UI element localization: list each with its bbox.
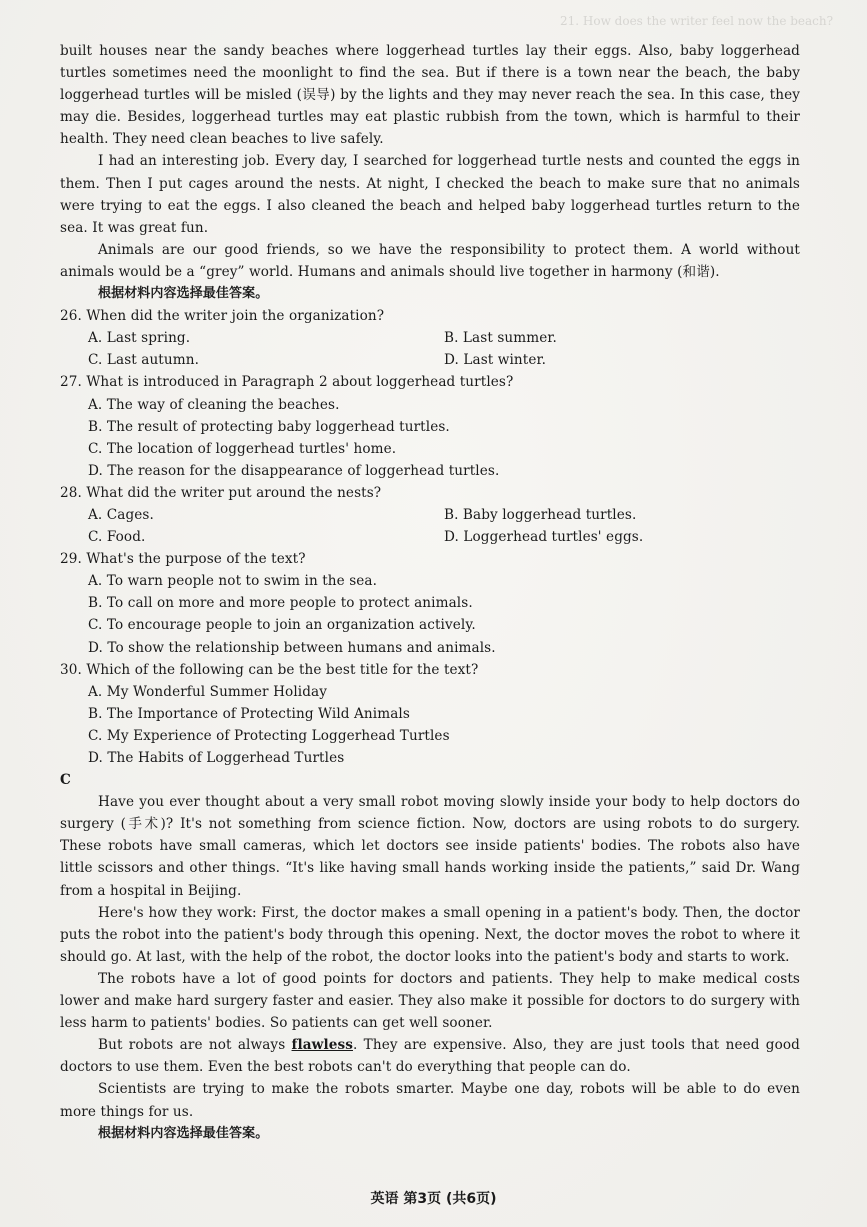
- option-d: D. Loggerhead turtles' eggs.: [444, 529, 644, 546]
- section-heading: C: [60, 772, 71, 789]
- question-text: What did the writer put around the nests?: [86, 484, 382, 501]
- page-content: [60, 40, 800, 1145]
- text-segment: But robots are not always: [98, 1037, 292, 1054]
- option-a: A. The way of cleaning the beaches.: [88, 396, 340, 413]
- passage-c: [60, 769, 800, 1145]
- question-28: [60, 482, 800, 548]
- option-b: B. Last summer.: [444, 330, 557, 347]
- page-footer: 英语 第3页 (共6页): [370, 1191, 497, 1207]
- question-number: 30.: [60, 661, 82, 678]
- option-d: D. To show the relationship between humans and animals.: [88, 639, 496, 656]
- passage-c-paragraph-3: The robots have a lot of good points for doctors and patients. They help to make medical costs lower and make hard surgery faster and easier. They also make it possible for doctors to do surgery with less harm to patients' bodies. So patients can get well sooner.: [60, 970, 800, 1032]
- question-text: Which of the following can be the best title for the text?: [86, 661, 479, 678]
- option-b: B. To call on more and more people to protect animals.: [88, 595, 473, 612]
- option-b: B. The result of protecting baby loggerhead turtles.: [88, 418, 450, 435]
- option-c: C. Food.: [88, 529, 146, 546]
- option-a: A. Last spring.: [88, 330, 191, 347]
- text-segment: . They are expensive. Also, they are just tools that need good doctors to use them. Even the best robots can't do everything that people can do.: [60, 1037, 800, 1076]
- option-a: A. Cages.: [88, 506, 154, 523]
- option-a: A. To warn people not to swim in the sea.: [88, 573, 378, 590]
- passage-b-instruction: 根据材料内容选择最佳答案。: [98, 286, 269, 302]
- question-text: What is introduced in Paragraph 2 about loggerhead turtles?: [86, 374, 514, 391]
- question-text: What's the purpose of the text?: [86, 551, 306, 568]
- option-c: C. Last autumn.: [88, 352, 199, 369]
- passage-b-paragraph-2: I had an interesting job. Every day, I searched for loggerhead turtle nests and counted the eggs in them. Then I put cages around the nests. At night, I checked the beach to make sure that no animals were trying to eat the eggs. I also cleaned the beach and helped baby loggerhead turtles return to the sea. It was great fun.: [60, 153, 800, 236]
- passage-b-paragraph-3: Animals are our good friends, so we have the responsibility to protect them. A world without animals would be a “grey” world. Humans and animals should live together in harmony (和谐).: [60, 241, 800, 280]
- question-number: 28.: [60, 484, 82, 501]
- option-d: D. Last winter.: [444, 352, 547, 369]
- question-30: [60, 659, 800, 769]
- question-27: [60, 371, 800, 481]
- questions: [60, 305, 800, 769]
- question-text: When did the writer join the organization?: [86, 308, 385, 325]
- underlined-word: flawless: [291, 1037, 353, 1054]
- question-29: [60, 548, 800, 658]
- option-c: C. To encourage people to join an organization actively.: [88, 617, 476, 634]
- option-a: A. My Wonderful Summer Holiday: [88, 683, 327, 700]
- bleed-through-text: 21. How does the writer feel now the beach?: [560, 14, 834, 28]
- passage-c-paragraph-2: Here's how they work: First, the doctor makes a small opening in a patient's body. Then, the doctor puts the robot into the patient's body through this opening. Next, the doctor moves the robot to where it should go. At last, with the help of the robot, the doctor looks into the patient's body and starts to work.: [60, 904, 800, 965]
- option-c: C. The location of loggerhead turtles' home.: [88, 440, 397, 457]
- option-d: D. The reason for the disappearance of loggerhead turtles.: [88, 462, 500, 479]
- passage-b-paragraph-1: built houses near the sandy beaches where loggerhead turtles lay their eggs. Also, baby loggerhead turtles sometimes need the moonlight to find the sea. But if there is a town near the beach, the baby loggerhead turtles will be misled (误导) by the lights and they may never reach the sea. In this case, they may die. Besides, loggerhead turtles may eat plastic rubbish from the town, which is harmful to their health. They need clean beaches to live safely.: [60, 43, 800, 148]
- option-c: C. My Experience of Protecting Loggerhead Turtles: [88, 727, 450, 744]
- option-b: B. Baby loggerhead turtles.: [444, 506, 637, 523]
- question-number: 26.: [60, 308, 82, 325]
- question-number: 27.: [60, 374, 82, 391]
- option-d: D. The Habits of Loggerhead Turtles: [88, 750, 345, 766]
- question-26: [60, 305, 800, 371]
- question-number: 29.: [60, 551, 82, 568]
- option-b: B. The Importance of Protecting Wild Animals: [88, 705, 410, 722]
- passage-c-paragraph-1: Have you ever thought about a very small robot moving slowly inside your body to help doctors do surgery (手术)? It's not something from science fiction. Now, doctors are using robots to do surgery. These robots have small cameras, which let doctors see inside patients' bodies. The robots also have little scissors and other things. “It's like having small hands working inside the patients,” said Dr. Wang from a hospital in Beijing.: [60, 794, 800, 899]
- passage-c-instruction: 根据材料内容选择最佳答案。: [98, 1125, 269, 1141]
- passage-b: [60, 40, 800, 305]
- passage-c-paragraph-4: [60, 1034, 800, 1078]
- passage-c-paragraph-5: Scientists are trying to make the robots smarter. Maybe one day, robots will be able to do even more things for us.: [60, 1081, 800, 1120]
